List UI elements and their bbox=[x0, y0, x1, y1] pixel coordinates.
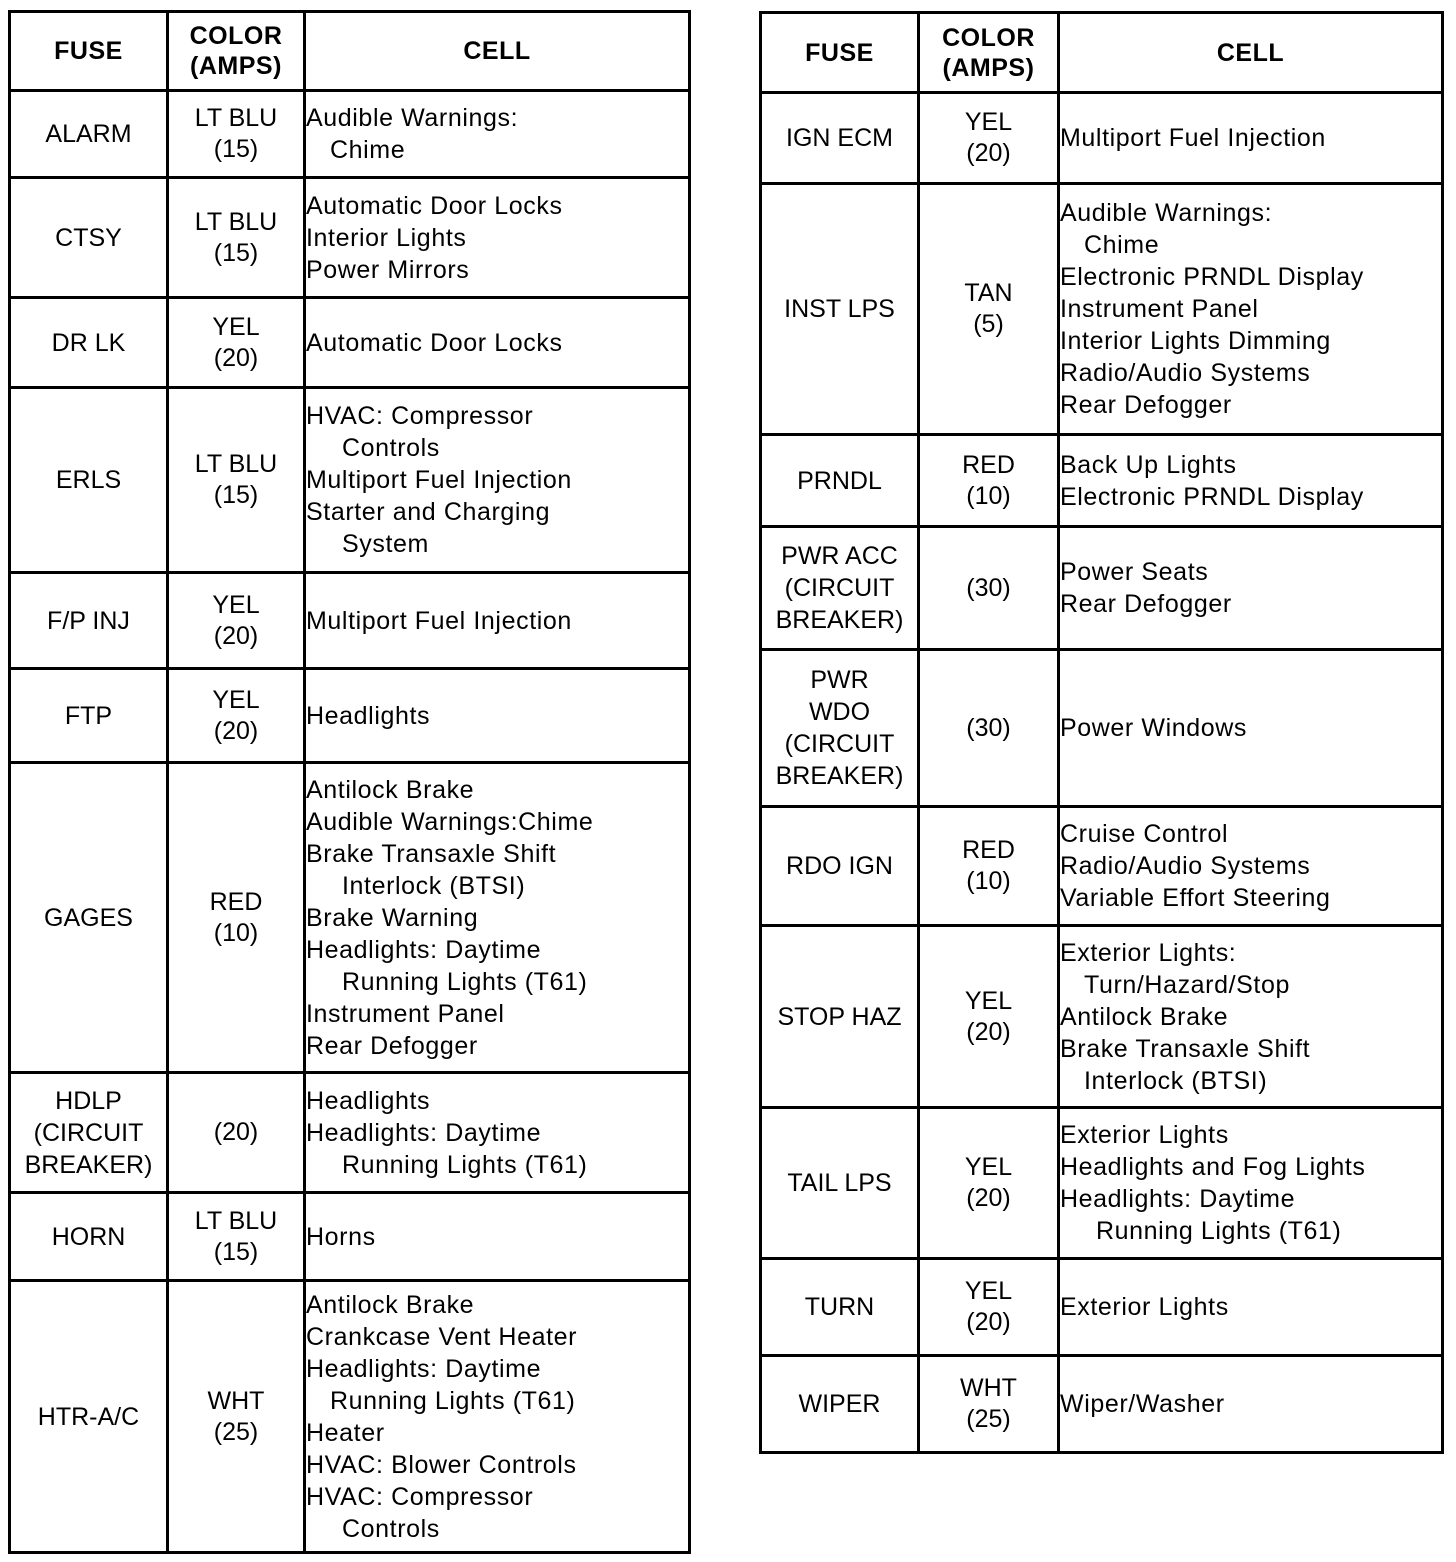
cell-line: Brake Warning bbox=[306, 903, 479, 932]
cell-line: HVAC: Blower Controls bbox=[306, 1450, 577, 1479]
fuse-cells bbox=[305, 298, 690, 388]
cell-line: Running Lights (T61) bbox=[1096, 1217, 1342, 1245]
cell-line: Running Lights (T61) bbox=[330, 1386, 576, 1415]
cell-line: Exterior Lights bbox=[1060, 1121, 1229, 1149]
cell-line: Running Lights (T61) bbox=[342, 967, 588, 996]
fuse-row bbox=[761, 807, 1443, 926]
cell-line: Headlights: Daytime bbox=[306, 1118, 542, 1147]
fuse-color-amps: WHT (25) bbox=[919, 1356, 1059, 1453]
cell-line: Crankcase Vent Heater bbox=[306, 1322, 578, 1351]
fuse-row bbox=[761, 1108, 1443, 1259]
fuse-row bbox=[10, 669, 690, 763]
fuse-cells bbox=[305, 763, 690, 1073]
fuse-cells bbox=[1059, 926, 1443, 1108]
fuse-cells bbox=[305, 1281, 690, 1553]
fuse-cells bbox=[305, 388, 690, 573]
cell-line: Audible Warnings: bbox=[306, 104, 519, 132]
fuse-cells bbox=[305, 1193, 690, 1281]
fuse-cells bbox=[1059, 1356, 1443, 1453]
cell-line: Electronic PRNDL Display bbox=[1060, 482, 1364, 511]
fuse-name: HORN bbox=[10, 1193, 168, 1281]
fuse-name: PWR ACC (CIRCUIT BREAKER) bbox=[761, 527, 919, 650]
cell-line: HVAC: Compressor bbox=[306, 1482, 534, 1511]
fuse-name: PRNDL bbox=[761, 435, 919, 527]
fuse-cells bbox=[1059, 527, 1443, 650]
fuse-cells bbox=[305, 178, 690, 298]
fuse-name: DR LK bbox=[10, 298, 168, 388]
cell-line: Headlights: Daytime bbox=[306, 935, 542, 964]
fuse-name: HTR-A/C bbox=[10, 1281, 168, 1553]
cell-line: Rear Defogger bbox=[1060, 590, 1232, 618]
fuse-color-amps: YEL (20) bbox=[919, 926, 1059, 1108]
cell-line: Controls bbox=[342, 1514, 440, 1543]
fuse-name: ALARM bbox=[10, 91, 168, 178]
fuse-cells bbox=[1059, 435, 1443, 527]
cell-line: HVAC: Compressor bbox=[306, 402, 534, 430]
cell-line: Power Seats bbox=[1060, 558, 1209, 586]
fuse-color-amps: YEL (20) bbox=[168, 573, 305, 669]
fuse-row bbox=[10, 388, 690, 573]
fuse-cells bbox=[1059, 1108, 1443, 1259]
fuse-cells bbox=[305, 669, 690, 763]
cell-line: Back Up Lights bbox=[1060, 450, 1237, 479]
fuse-name: TURN bbox=[761, 1259, 919, 1356]
cell-line: Multiport Fuel Injection bbox=[306, 466, 572, 494]
fuse-cells bbox=[1059, 650, 1443, 807]
cell-line: System bbox=[342, 530, 429, 558]
fuse-row bbox=[10, 91, 690, 178]
cell-line: Wiper/Washer bbox=[1060, 1390, 1225, 1418]
fuse-color-amps: RED (10) bbox=[919, 435, 1059, 527]
cell-line: Interior Lights bbox=[306, 223, 467, 252]
fuse-name: CTSY bbox=[10, 178, 168, 298]
fuse-cells bbox=[305, 573, 690, 669]
header-fuse: FUSE bbox=[10, 12, 168, 91]
cell-line: Chime bbox=[330, 136, 406, 164]
cell-line: Audible Warnings: bbox=[1060, 199, 1273, 227]
cell-line: Automatic Door Locks bbox=[306, 191, 563, 220]
cell-line: Headlights bbox=[306, 701, 431, 730]
cell-line: Headlights: Daytime bbox=[1060, 1185, 1296, 1213]
fuse-row bbox=[10, 573, 690, 669]
fuse-color-amps: LT BLU (15) bbox=[168, 1193, 305, 1281]
fuse-row bbox=[10, 1073, 690, 1193]
cell-line: Antilock Brake bbox=[306, 1290, 475, 1319]
header-cell: CELL bbox=[1059, 13, 1443, 93]
fuse-color-amps: RED (10) bbox=[168, 763, 305, 1073]
cell-line: Chime bbox=[1084, 231, 1160, 259]
fuse-color-amps: YEL (20) bbox=[919, 1108, 1059, 1259]
fuse-row bbox=[10, 178, 690, 298]
fuse-color-amps: WHT (25) bbox=[168, 1281, 305, 1553]
cell-line: Radio/Audio Systems bbox=[1060, 359, 1311, 387]
cell-line: Exterior Lights bbox=[1060, 1293, 1229, 1321]
fuse-name: TAIL LPS bbox=[761, 1108, 919, 1259]
cell-line: Radio/Audio Systems bbox=[1060, 852, 1311, 880]
fuse-color-amps: LT BLU (15) bbox=[168, 91, 305, 178]
fuse-color-amps: (30) bbox=[919, 527, 1059, 650]
cell-line: Controls bbox=[342, 434, 440, 462]
fuse-name: IGN ECM bbox=[761, 93, 919, 184]
fuse-name: ERLS bbox=[10, 388, 168, 573]
fuse-color-amps: (20) bbox=[168, 1073, 305, 1193]
fuse-name: HDLP (CIRCUIT BREAKER) bbox=[10, 1073, 168, 1193]
cell-line: Rear Defogger bbox=[306, 1031, 478, 1060]
fuse-color-amps: LT BLU (15) bbox=[168, 178, 305, 298]
cell-line: Power Windows bbox=[1060, 714, 1248, 742]
fuse-row bbox=[10, 298, 690, 388]
fuse-name: WIPER bbox=[761, 1356, 919, 1453]
cell-line: Multiport Fuel Injection bbox=[1060, 124, 1326, 152]
cell-line: Starter and Charging bbox=[306, 498, 551, 526]
cell-line: Instrument Panel bbox=[1060, 295, 1259, 323]
fuse-table-left bbox=[8, 10, 691, 1554]
fuse-cells bbox=[1059, 184, 1443, 435]
fuse-color-amps: YEL (20) bbox=[919, 1259, 1059, 1356]
fuse-name: STOP HAZ bbox=[761, 926, 919, 1108]
header-fuse: FUSE bbox=[761, 13, 919, 93]
fuse-row bbox=[761, 93, 1443, 184]
fuse-row bbox=[761, 650, 1443, 807]
fuse-name: PWR WDO (CIRCUIT BREAKER) bbox=[761, 650, 919, 807]
fuse-row bbox=[761, 184, 1443, 435]
cell-line: Antilock Brake bbox=[306, 775, 475, 804]
cell-line: Turn/Hazard/Stop bbox=[1084, 970, 1290, 999]
fuse-cells bbox=[1059, 807, 1443, 926]
cell-line: Instrument Panel bbox=[306, 999, 505, 1028]
fuse-name: RDO IGN bbox=[761, 807, 919, 926]
fuse-row bbox=[761, 435, 1443, 527]
fuse-color-amps: RED (10) bbox=[919, 807, 1059, 926]
cell-line: Headlights: Daytime bbox=[306, 1354, 542, 1383]
cell-line: Exterior Lights: bbox=[1060, 938, 1237, 967]
cell-line: Electronic PRNDL Display bbox=[1060, 263, 1364, 291]
fuse-row bbox=[10, 1281, 690, 1553]
fuse-color-amps: YEL (20) bbox=[168, 298, 305, 388]
fuse-cells bbox=[305, 91, 690, 178]
fuse-cells bbox=[1059, 1259, 1443, 1356]
fuse-name: FTP bbox=[10, 669, 168, 763]
fuse-color-amps: YEL (20) bbox=[168, 669, 305, 763]
cell-line: Interlock (BTSI) bbox=[342, 871, 526, 900]
cell-line: Audible Warnings:Chime bbox=[306, 807, 594, 836]
header-color: COLOR (AMPS) bbox=[168, 12, 305, 91]
fuse-name: INST LPS bbox=[761, 184, 919, 435]
fuse-row bbox=[761, 926, 1443, 1108]
fuse-cells bbox=[1059, 93, 1443, 184]
cell-line: Cruise Control bbox=[1060, 820, 1229, 848]
cell-line: Interlock (BTSI) bbox=[1084, 1066, 1268, 1095]
fuse-color-amps: (30) bbox=[919, 650, 1059, 807]
cell-line: Horns bbox=[306, 1222, 376, 1251]
fuse-table-right bbox=[759, 11, 1444, 1454]
fuse-name: F/P INJ bbox=[10, 573, 168, 669]
fuse-row bbox=[10, 763, 690, 1073]
header-cell: CELL bbox=[305, 12, 690, 91]
fuse-cells bbox=[305, 1073, 690, 1193]
cell-line: Brake Transaxle Shift bbox=[1060, 1034, 1311, 1063]
cell-line: Power Mirrors bbox=[306, 255, 470, 284]
fuse-row bbox=[761, 527, 1443, 650]
fuse-color-amps: YEL (20) bbox=[919, 93, 1059, 184]
fuse-name: GAGES bbox=[10, 763, 168, 1073]
header-color: COLOR (AMPS) bbox=[919, 13, 1059, 93]
fuse-color-amps: TAN (5) bbox=[919, 184, 1059, 435]
fuse-row bbox=[761, 1259, 1443, 1356]
cell-line: Interior Lights Dimming bbox=[1060, 327, 1331, 355]
fuse-row bbox=[10, 1193, 690, 1281]
cell-line: Multiport Fuel Injection bbox=[306, 606, 572, 635]
cell-line: Headlights and Fog Lights bbox=[1060, 1153, 1366, 1181]
cell-line: Heater bbox=[306, 1418, 385, 1447]
fuse-row bbox=[761, 1356, 1443, 1453]
cell-line: Automatic Door Locks bbox=[306, 328, 563, 357]
fuse-color-amps: LT BLU (15) bbox=[168, 388, 305, 573]
cell-line: Antilock Brake bbox=[1060, 1002, 1229, 1031]
cell-line: Headlights bbox=[306, 1086, 431, 1115]
cell-line: Running Lights (T61) bbox=[342, 1150, 588, 1179]
cell-line: Rear Defogger bbox=[1060, 391, 1232, 419]
cell-line: Brake Transaxle Shift bbox=[306, 839, 557, 868]
cell-line: Variable Effort Steering bbox=[1060, 884, 1331, 912]
